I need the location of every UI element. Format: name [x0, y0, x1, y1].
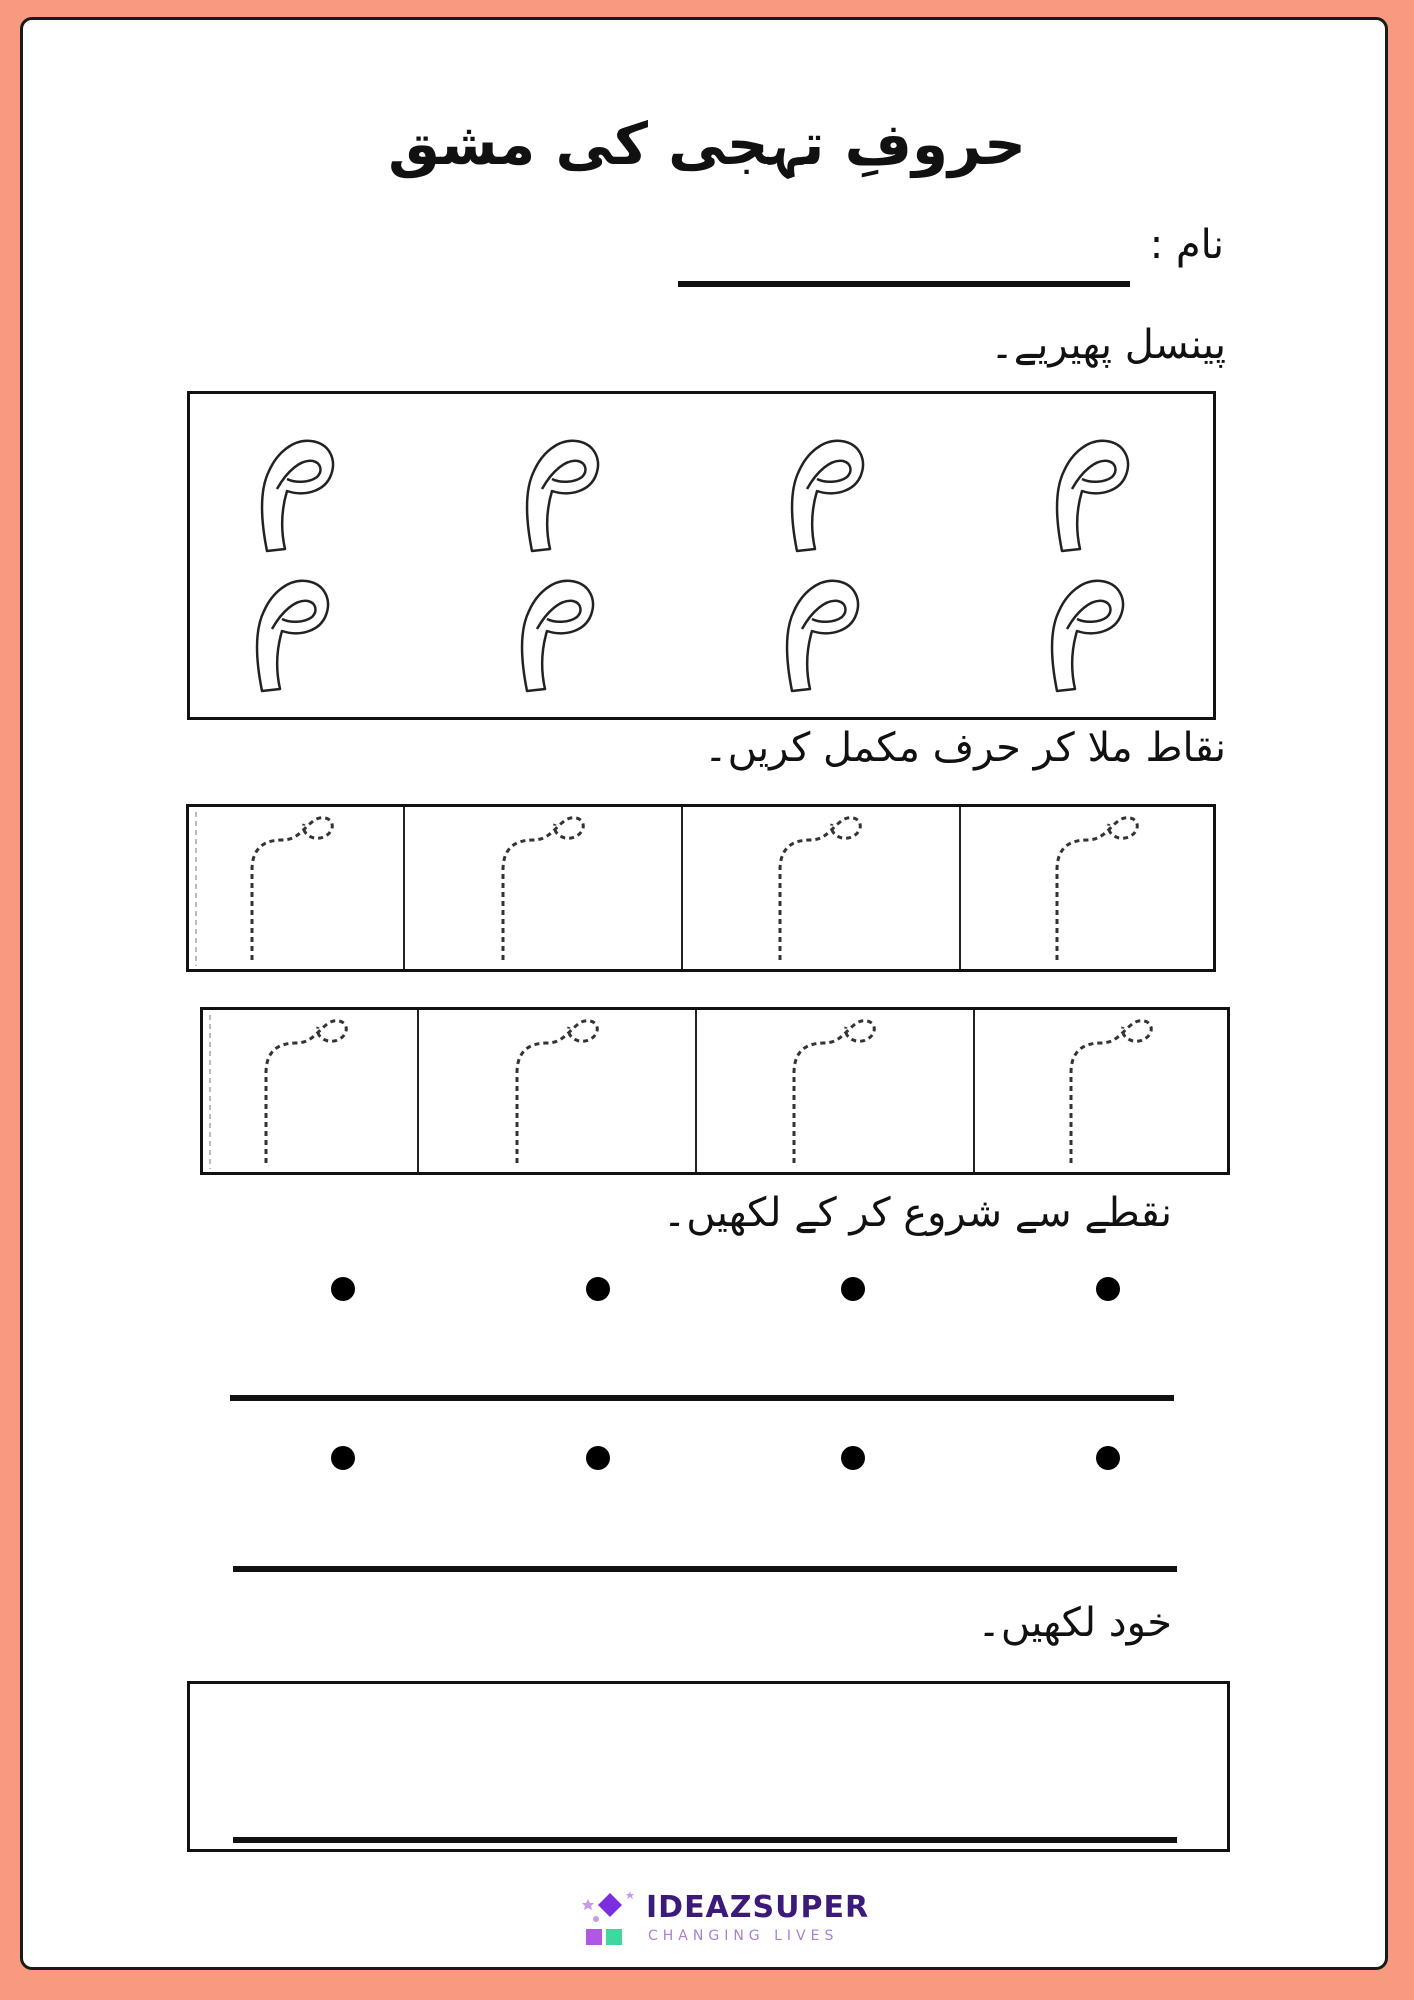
start-dot[interactable]: [841, 1446, 865, 1470]
start-dot[interactable]: [841, 1277, 865, 1301]
trace-letter-icon: [527, 441, 598, 551]
dotted-row-2[interactable]: [200, 1007, 1230, 1175]
page-title: حروفِ تہجی کی مشق: [388, 110, 1026, 178]
writing-line[interactable]: [233, 1566, 1177, 1572]
dotted-cell[interactable]: [203, 1010, 417, 1172]
start-dot[interactable]: [331, 1277, 355, 1301]
instruction-dots: نقاط ملا کر حرف مکمل کریں۔: [704, 725, 1226, 771]
writing-line[interactable]: [230, 1395, 1174, 1401]
self-write-box[interactable]: [187, 1681, 1230, 1852]
trace-letters: [187, 391, 1216, 720]
instruction-start-dot: نقطے سے شروع کر کے لکھیں۔: [662, 1190, 1172, 1236]
trace-letter-icon: [522, 581, 593, 691]
name-input-line[interactable]: [678, 281, 1130, 287]
start-dot[interactable]: [586, 1277, 610, 1301]
dotted-cell[interactable]: [403, 807, 681, 969]
trace-letter-icon: [787, 581, 858, 691]
dotted-row-1[interactable]: [186, 804, 1216, 972]
start-dot[interactable]: [1096, 1446, 1120, 1470]
stars-boxes-icon: [578, 1885, 638, 1945]
start-dot[interactable]: [1096, 1277, 1120, 1301]
dotted-cell[interactable]: [973, 1010, 1227, 1172]
trace-letter-icon: [1052, 581, 1123, 691]
start-dot[interactable]: [586, 1446, 610, 1470]
trace-letter-icon: [1057, 441, 1128, 551]
dotted-cell[interactable]: [959, 807, 1213, 969]
name-label: نام :: [1149, 222, 1224, 268]
dotted-cell[interactable]: [189, 807, 403, 969]
start-dot[interactable]: [331, 1446, 355, 1470]
instruction-trace: پینسل پھیریے۔: [990, 322, 1226, 368]
logo-name: IDEAZSUPER: [646, 1890, 870, 1925]
trace-letter-icon: [792, 441, 863, 551]
trace-letter-icon: [257, 581, 328, 691]
dotted-cell[interactable]: [695, 1010, 973, 1172]
writing-line[interactable]: [233, 1837, 1177, 1843]
dotted-cell[interactable]: [681, 807, 959, 969]
dotted-cell[interactable]: [417, 1010, 695, 1172]
trace-letter-icon: [262, 441, 333, 551]
logo-tagline: CHANGING LIVES: [648, 1928, 839, 1944]
worksheet-page: [20, 17, 1388, 1970]
instruction-self: خود لکھیں۔: [977, 1600, 1172, 1646]
